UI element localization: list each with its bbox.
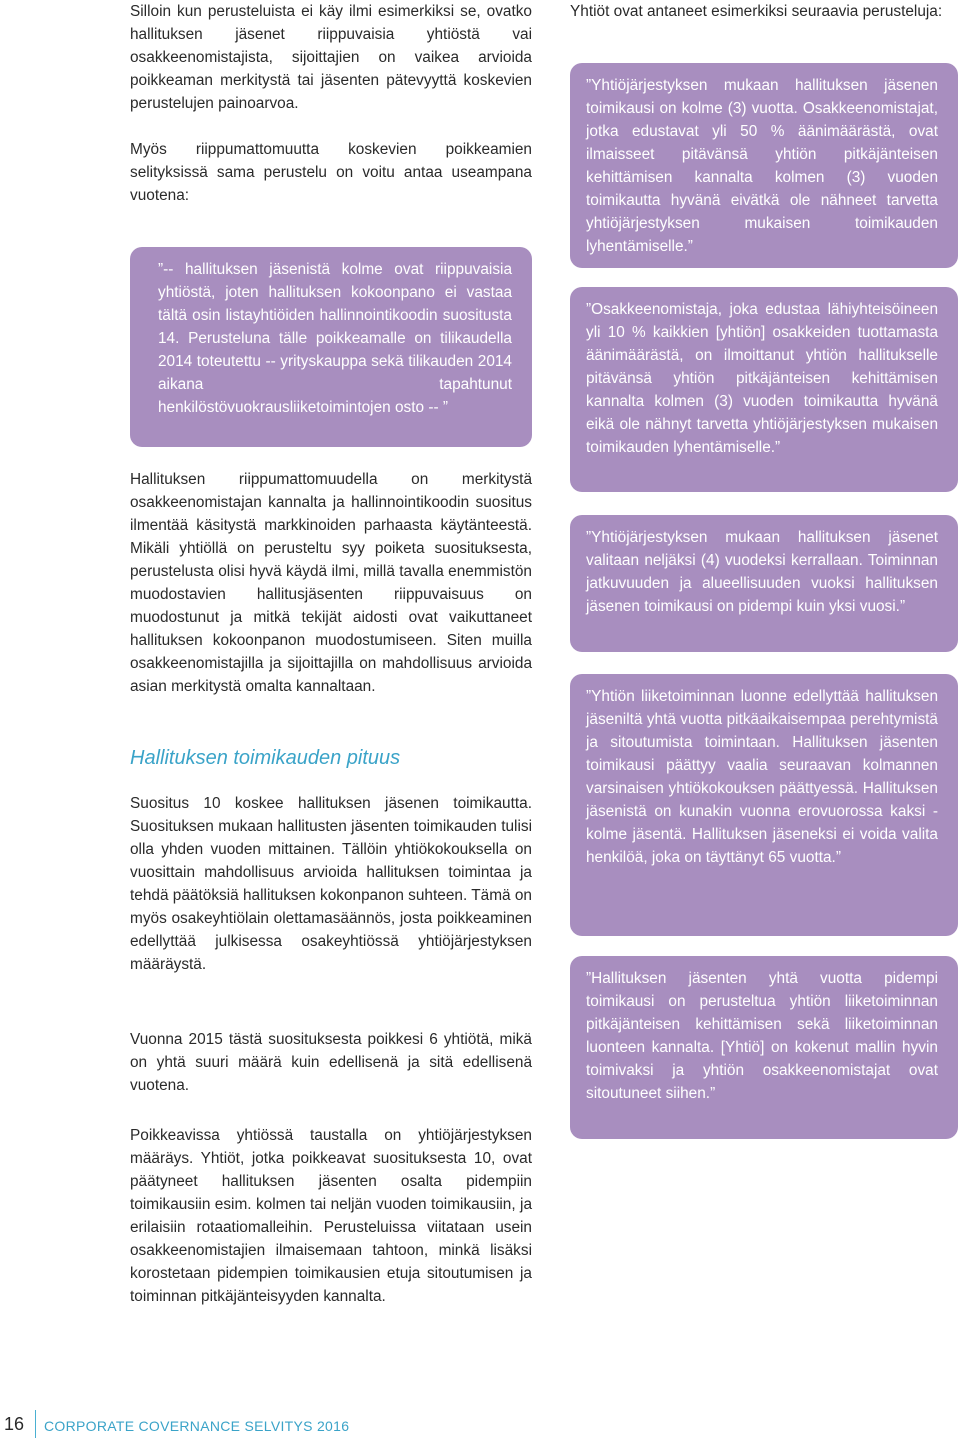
page-footer [0,1408,960,1438]
quote-text-example-4: ”Yhtiön liiketoiminnan luonne edellyttää hallituksen jäseniltä yhtä vuotta pitkäaikaisempaa perehtymistä ja sitoutumista toimintaan. Hallituksen jäsenten toimikausi päättyy vaalia seuraavan kolmannen varsinaisen yhtiökokouksen päättyessä. Hallituksen jäsenistä on kunakin vuonna erovuorossa kaksi - kolme jäsentä. Hallituksen jäseneksi ei voida valita henkilöä, joka on täyttänyt 65 vuotta.” [586,688,938,866]
paragraph-explanation-difficulty: Silloin kun perusteluista ei käy ilmi esimerkiksi se, ovatko hallituksen jäsenet riippuvaisia yhtiöstä vai osakkeenomistajista, sijoittajien on vaikea arvioida poikkeaman merkitystä tai jäsenten pätevyyttä koskevien perustelujen painoarvoa. [130,3,532,112]
quote-text-example-5: ”Hallituksen jäsenten yhtä vuotta pidempi toimikausi on perusteltua yhtiön liiketoiminnan pitkäjänteisen kehittämisen sekä liiketoiminnan luonteen kannalta. [Yhtiö] on kokenut mallin hyvin toimivaksi ja yhtiön osakkeenomistajat ovat sitoutuneet siihen.” [586,970,938,1102]
page-number: 16 [4,1414,25,1434]
paragraph-same-justification: Myös riippumattomuutta koskevien poikkeamien selityksissä sama perustelu on voitu antaa useampana vuotena: [130,141,532,204]
quote-text-example-3: ”Yhtiöjärjestyksen mukaan hallituksen jäsenet valitaan neljäksi (4) vuodeksi kerrallaan. Toiminnan jatkuvuuden ja alueellisuuden vuoksi hallituksen jäsenen toimikausi on pidempi kuin yksi vuosi.” [586,529,938,615]
paragraph-recommendation-10: Suositus 10 koskee hallituksen jäsenen toimikautta. Suosituksen mukaan hallitusten jäsenten toimikauden tulisi olla yhden vuoden mittainen. Tällöin yhtiökokouksella on vuosittain mahdollisuus arvioida hallituksen toimintaa ja tehdä päätöksiä hallituksen kokonpanon suhteen. Tämä on myös osakeyhtiölain olettamasäännös, josta poikkeaminen edellyttää julkisessa osakeyhtiössä yhtiöjärjestyksen määräystä. [130,795,532,973]
section-heading-term-length: Hallituksen toimikauden pituus [130,747,401,769]
quote-box-example-2 [570,287,958,492]
quote-text-example-1: ”Yhtiöjärjestyksen mukaan hallituksen jäsenen toimikausi on kolme (3) vuotta. Osakkeenomistajat, jotka edustavat yli 50 % äänimäärästä, ovat ilmaisseet pitävänsä yhtiön pitkäjänteisen kehittämisen kannalta kolmen (3) vuoden toimikautta hyvänä eivätkä ole nähneet tarvetta yhtiöjärjestyksen mukaisen toimikauden lyhentämiselle.” [586,77,938,255]
quote-text-independence: ”-- hallituksen jäsenistä kolme ovat riippuvaisia yhtiöstä, joten hallituksen kokoonpano ei vastaa tältä osin listayhtiöiden hallinnointikoodin suositusta 14. Perusteluna tälle poikkeamalle on tilikaudella 2014 toteutettu -- yrityskauppa sekä tilikauden 2014 aikana tapahtunut henkilöstövuokrausliiketoimintojen osto -- ” [158,261,512,416]
quote-box-example-4 [570,674,958,936]
footer-divider [35,1410,36,1438]
paragraph-examples-intro: Yhtiöt ovat antaneet esimerkiksi seuraavia perusteluja: [570,3,943,20]
paragraph-2015-deviations: Vuonna 2015 tästä suosituksesta poikkesi 6 yhtiötä, mikä on yhtä suuri määrä kuin edellisenä ja sitä edellisenä vuotena. [130,1031,532,1094]
quote-box-example-3 [570,515,958,652]
paragraph-independence-significance: Hallituksen riippumattomuudella on merkitystä osakkeenomistajan kannalta ja hallinnointikoodin suositus ilmentää käsitystä markkinoiden parhaasta käytänteestä. Mikäli yhtiöllä on perusteltu syy poiketa suosituksesta, perustelusta olisi hyvä käydä ilmi, millä tavalla enemmistön muodostavien hallitusjäsenten riippuvaisuus on muodostunut ja mitkä tekijät aidosti ovat vaikuttaneet hallituksen kokoonpanon muodostumiseen. Siten muilla osakkeenomistajilla ja sijoittajilla on mahdollisuus arvioida asian merkitystä omalta kannaltaan. [130,471,532,695]
quote-box-independence [130,247,532,447]
quote-box-example-1 [570,63,958,268]
paragraph-deviating-companies: Poikkeavissa yhtiössä taustalla on yhtiöjärjestyksen määräys. Yhtiöt, jotka poikkeavat suosituksesta 10, ovat päätyneet hallituksen jäsenten osalta pidempiin toimikausiin esim. kolmen tai neljän vuoden toimikausiin, ja erilaisiin rotaatiomalleihin. Perusteluissa viitataan usein osakkeenomistajien ilmaisemaan tahtoon, minkä lisäksi korostetaan pidempien toimikausien etuja sitoutumisen ja toiminnan pitkäjänteisyyden kannalta. [130,1127,532,1305]
quote-box-example-5 [570,956,958,1139]
publication-title: CORPORATE COVERNANCE SELVITYS 2016 [44,1418,350,1434]
quote-text-example-2: ”Osakkeenomistaja, joka edustaa lähiyhteisöineen yli 10 % kaikkien [yhtiön] osakkeiden tuottamasta äänimäärästä, on ilmoittanut yhtiön hallitukselle pitävänsä yhtiön pitkäjänteisen kehittämisen kannalta kolmen (3) vuoden toimikautta hyvänä eikä ole nähnyt tarvetta yhtiöjärjestyksen mukaisen toimikauden lyhentämiselle.” [586,301,938,456]
